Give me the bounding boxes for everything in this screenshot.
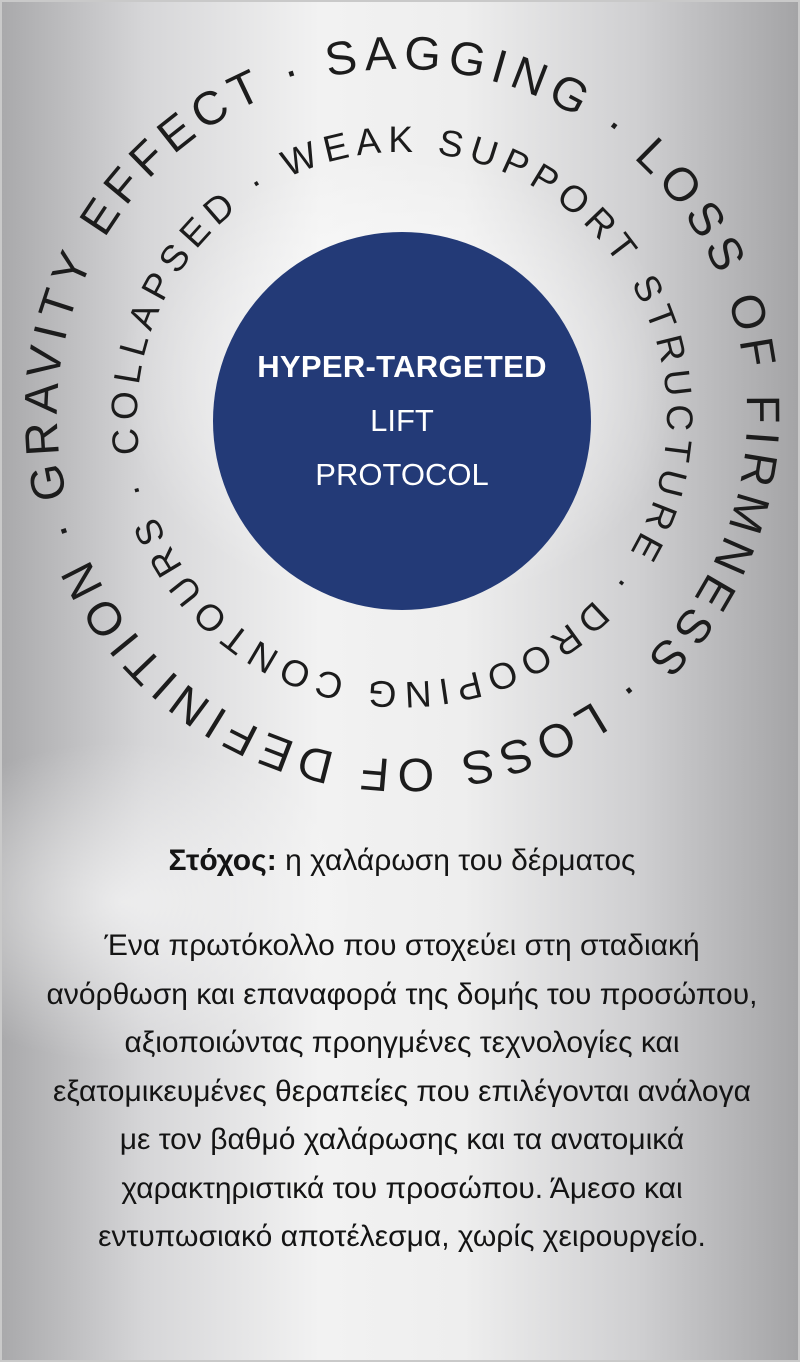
description-text: Ένα πρωτόκολλο που στοχεύει στη σταδιακή ανόρθωση και επαναφορά της δομής του προσώπου, αξιοποιώντας προηγμένες τεχνολογίες και εξατομικευμένες θεραπείες που επιλέγονται ανάλογα με τον βαθμό χαλάρωσης και τα ανατομικά χαρακτηριστικά του προσώπου. Άμεσο και εντυπωσιακό αποτέλεσμα, χωρίς χειρουργείο. [46, 929, 758, 1253]
protocol-badge [213, 232, 591, 610]
target-value: η χαλάρωση του δέρματος [285, 844, 636, 877]
badge-title: HYPER-TARGETED [257, 349, 547, 384]
inner-ring-text: COLLAPSED · WEAK SUPPORT STRUCTURE · DROOPING CONTOURS · [103, 118, 701, 716]
badge-subtitle-1: LIFT [370, 403, 434, 438]
target-line [2, 844, 800, 878]
target-label: Στόχος: [168, 844, 277, 877]
badge-subtitle-2: PROTOCOL [315, 457, 489, 492]
outer-ring-text: GRAVITY EFFECT · SAGGING · LOSS OF FIRMNESS · LOSS OF DEFINITION · [13, 25, 791, 802]
